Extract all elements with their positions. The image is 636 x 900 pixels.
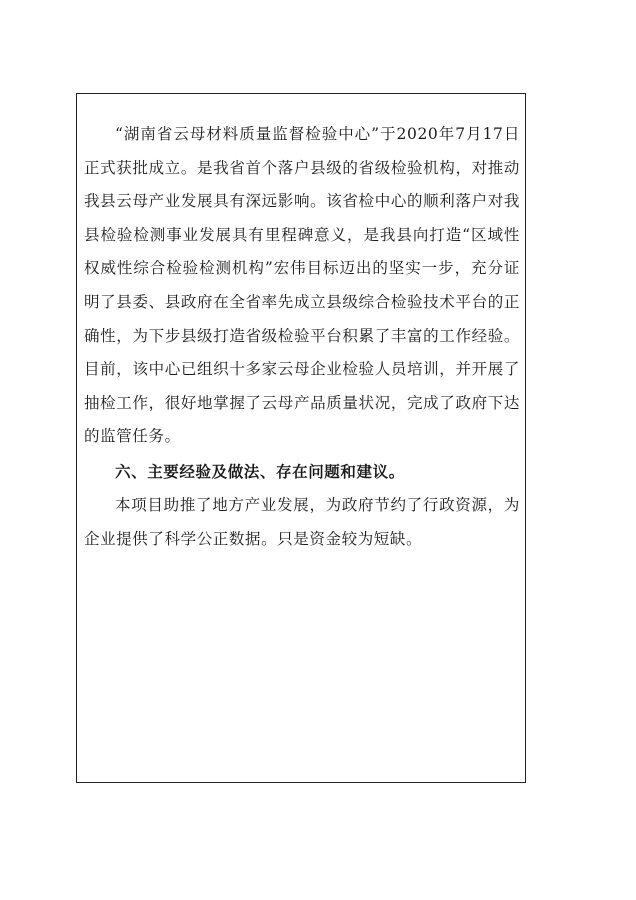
body-paragraph-1: “湖南省云母材料质量监督检验中心”于2020年7月17日正式获批成立。是我省首个落户县级的省级检验机构，对推动我县云母产业发展具有深远影响。该省检中心的顺利落户对我县检验检测事业发展具有里程碑意义，是我县向打造“区域性权威性综合检验检测机构”宏伟目标迈出的坚实一步，充分证明了县委、县政府在全省率先成立县级综合检验技术平台的正确性，为下步县级打造省级检验平台积累了丰富的工作经验。目前，该中心已组织十多家云母企业检验人员培训，并开展了抽检工作，很好地掌握了云母产品质量状况，完成了政府下达的监管任务。: [84, 125, 520, 446]
section-heading: 六、主要经验及做法、存在问题和建议。: [115, 462, 405, 481]
body-paragraph-2: 本项目助推了地方产业发展，为政府节约了行政资源，为企业提供了科学公正数据。只是资金较为短缺。: [84, 496, 520, 548]
